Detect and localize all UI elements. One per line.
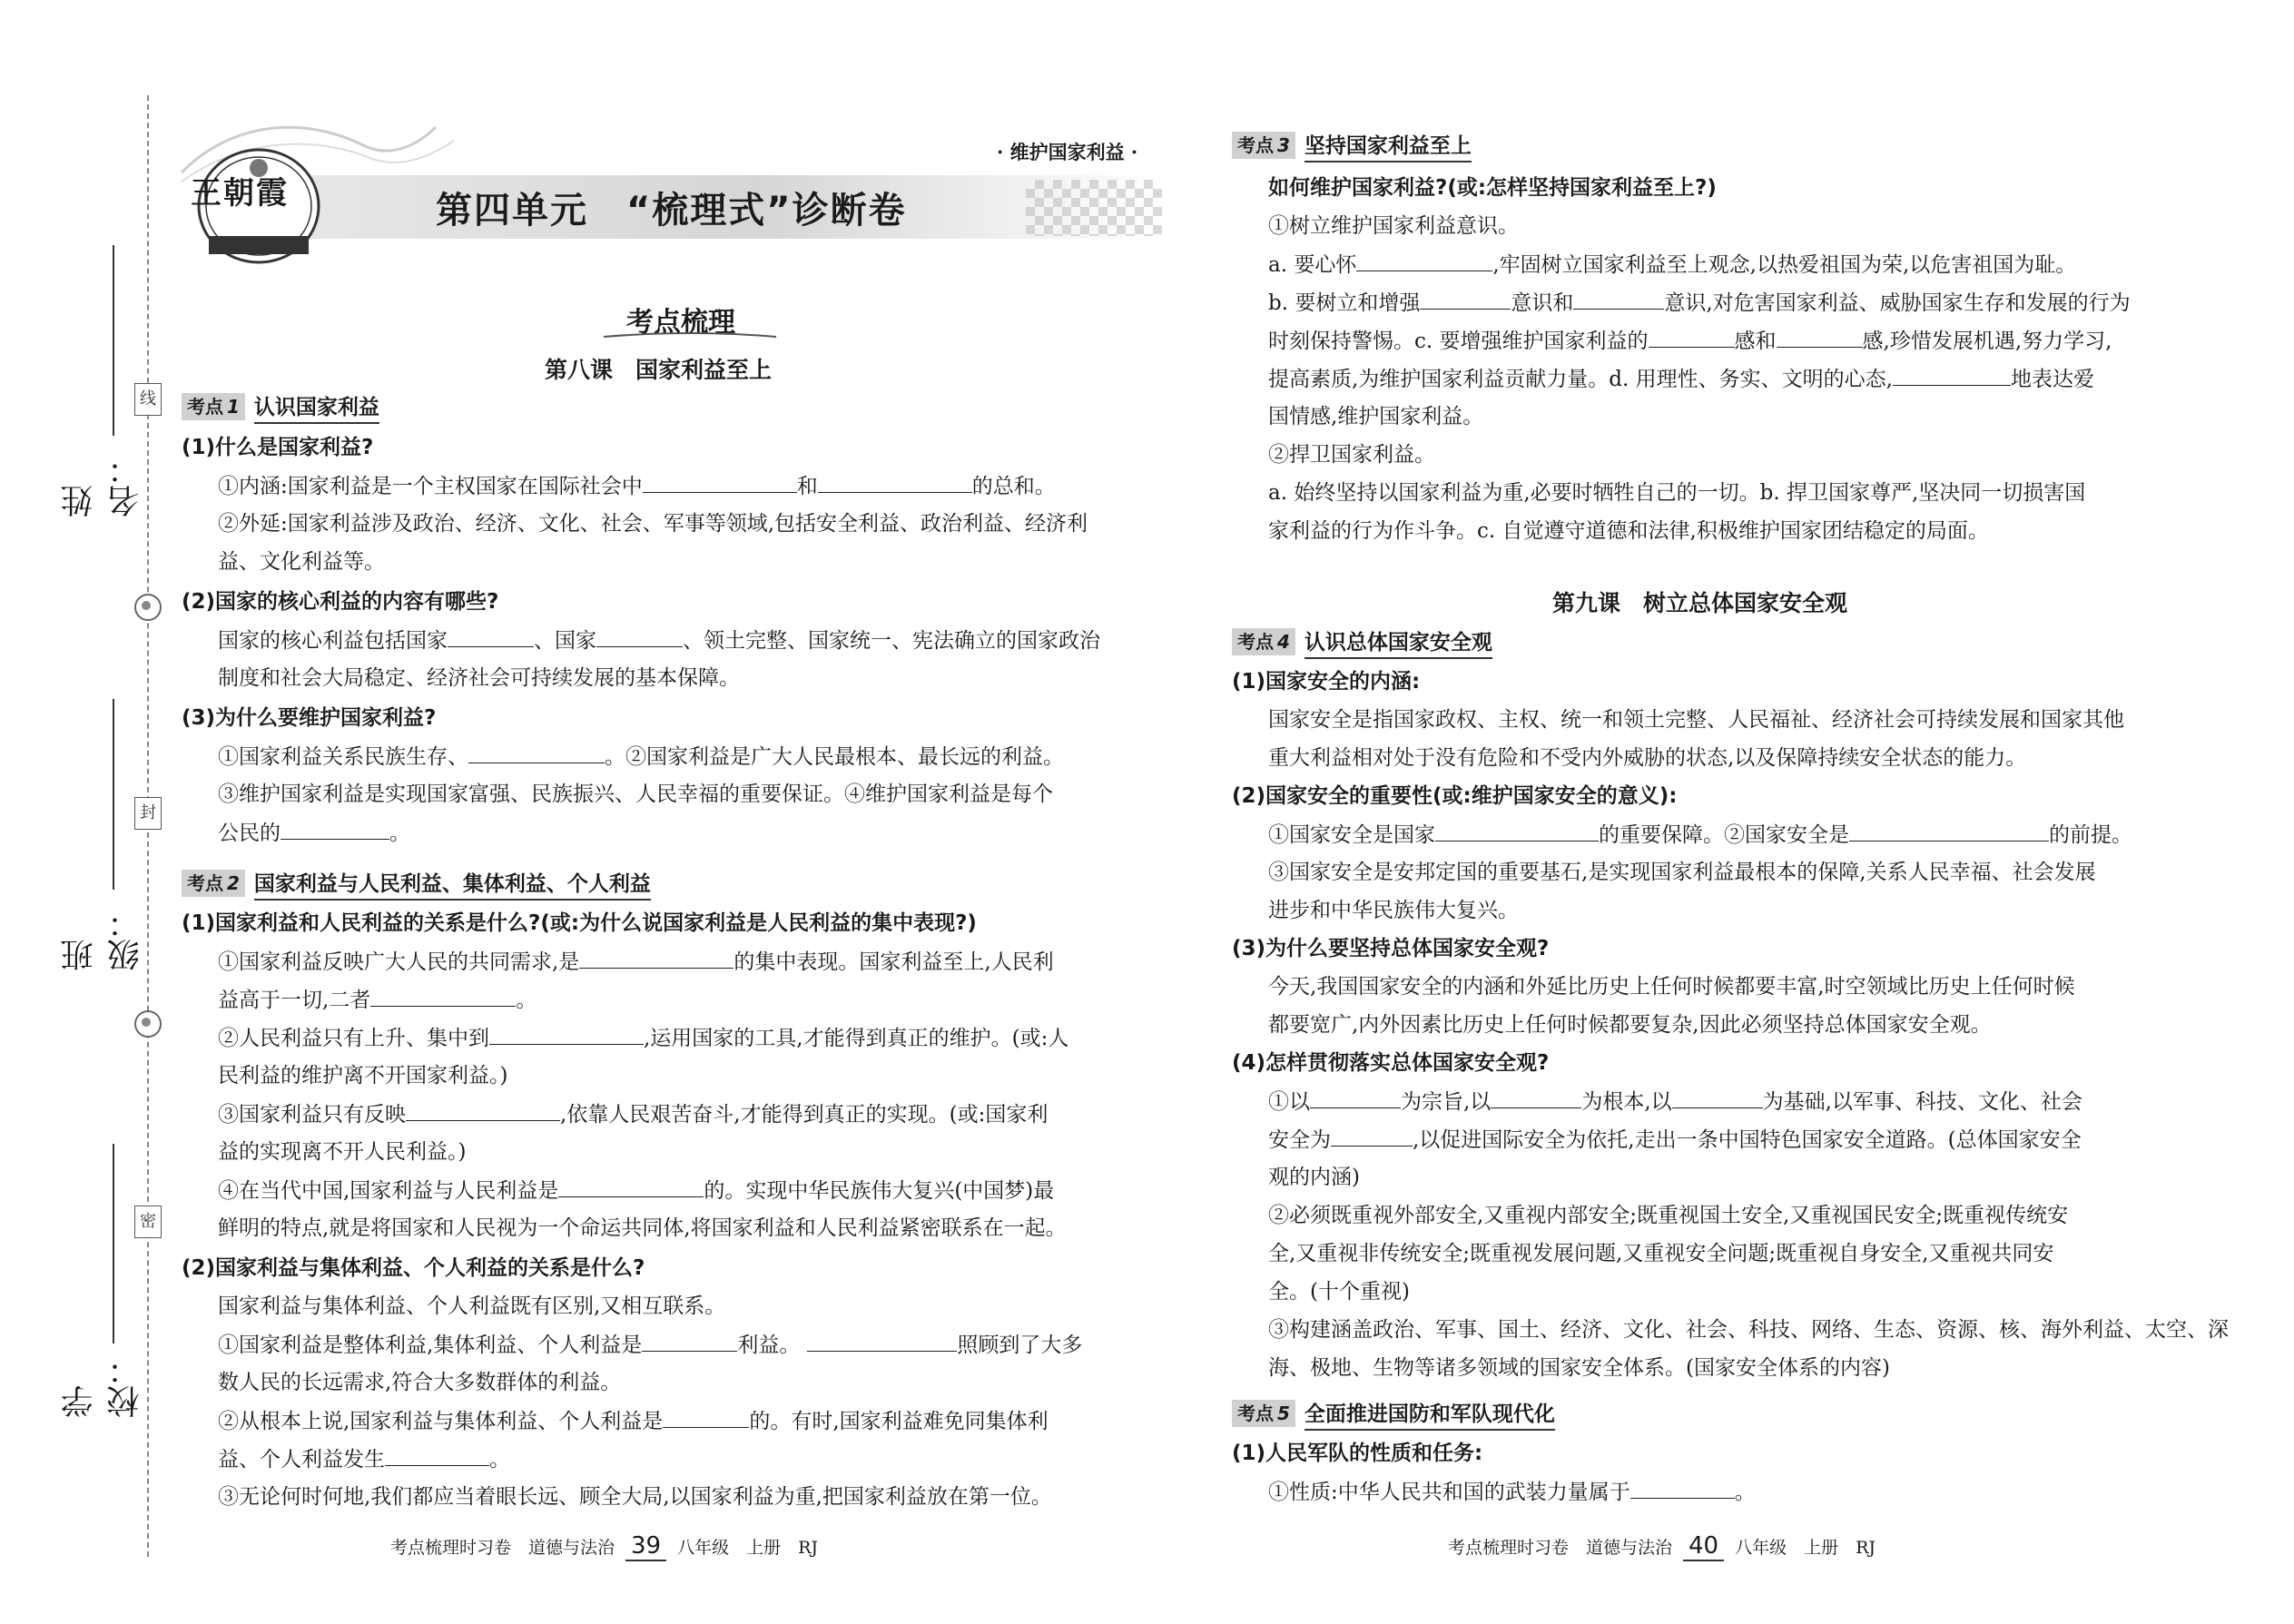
fill-blank[interactable] [642, 1331, 737, 1352]
fill-blank[interactable] [1356, 251, 1492, 271]
text-line: (1)人民军队的性质和任务: [1232, 1442, 1483, 1465]
school-line [113, 1144, 114, 1343]
left-footer [390, 1532, 818, 1561]
seal-char-feng: 封 [134, 797, 162, 830]
class-line [113, 699, 114, 890]
text-line: ②从根本上说,国家利益与集体利益、个人利益是 的。有时,国家利益难免同集体利 [218, 1407, 1049, 1435]
text-line: ③维护国家利益是实现国家富强、民族振兴、人民幸福的重要保证。④维护国家利益是每个 [218, 782, 1053, 806]
text-line: (1)什么是国家利益? [182, 436, 374, 459]
text-line: (2)国家的核心利益的内容有哪些? [182, 590, 499, 614]
fill-blank[interactable] [1893, 365, 2011, 386]
fill-blank[interactable] [1491, 1088, 1581, 1108]
fill-blank[interactable] [1331, 1126, 1413, 1147]
text-line: 国家利益与集体利益、个人利益既有区别,又相互联系。 [218, 1294, 726, 1318]
fill-blank[interactable] [1420, 289, 1511, 310]
fill-blank[interactable] [1310, 1088, 1401, 1108]
text-line: (1)国家利益和人民利益的关系是什么?(或:为什么说国家利益是人民利益的集中表现?) [182, 911, 977, 935]
footer-right-text: 八年级 上册 RJ [1735, 1538, 1876, 1558]
text-line: 进步和中华民族伟大复兴。 [1268, 899, 1519, 922]
name-field [56, 245, 144, 517]
fill-blank[interactable] [1672, 1088, 1763, 1108]
text-line: 国情感,维护国家利益。 [1268, 405, 1484, 428]
text-line: a. 要心怀 ,牢固树立国家利益至上观念,以热爱祖国为荣,以危害祖国为耻。 [1268, 251, 2076, 279]
footer-left-text: 考点梳理时习卷 道德与法治 [390, 1538, 615, 1558]
name-label: 姓名： [61, 452, 144, 517]
kd4-tag: 考点 4 [1232, 628, 1295, 655]
footer-right-text: 八年级 上册 RJ [677, 1538, 819, 1558]
text-line: 今天,我国国家安全的内涵和外延比历史上任何时候都要丰富,时空领域比历史上任何时候 [1268, 975, 2075, 999]
kd4-heading [1232, 626, 1492, 657]
fill-blank[interactable] [1435, 821, 1599, 842]
unit-title: 第四单元 “梳理式”诊断卷 [436, 190, 907, 231]
text-line: ①国家安全是国家 的重要保障。②国家安全是 的前提。 [1268, 821, 2132, 849]
text-line: (3)为什么要坚持总体国家安全观? [1232, 937, 1550, 960]
text-line: 数人民的长远需求,符合大多数群体的利益。 [218, 1371, 622, 1394]
text-line: 全。(十个重视) [1268, 1280, 1410, 1304]
text-line: 鲜明的特点,就是将国家和人民视为一个命运共同体,将国家利益和人民利益紧密联系在一起。 [218, 1216, 1067, 1240]
text-line: 海、极地、生物等诸多领域的国家安全体系。(国家安全体系的内容) [1268, 1356, 1890, 1380]
text-line: 提高素质,为维护国家利益贡献力量。d. 用理性、务实、文明的心态, 地表达爱 [1268, 365, 2094, 393]
fill-blank[interactable] [281, 819, 389, 840]
text-line: 观的内涵) [1268, 1166, 1360, 1189]
fill-blank[interactable] [1573, 289, 1664, 310]
fill-blank[interactable] [1849, 821, 2049, 842]
fill-blank[interactable] [818, 472, 972, 493]
text-line: ①以 为宗旨,以 为根本,以 为基础,以军事、科技、文化、社会 [1268, 1088, 2082, 1116]
text-line: 重大利益相对处于没有危险和不受内外威胁的状态,以及保障持续安全状态的能力。 [1268, 746, 2027, 770]
kd2-tag: 考点 2 [182, 870, 245, 897]
fill-blank[interactable] [489, 1024, 644, 1045]
kd1-heading [182, 391, 379, 422]
text-line: 都要宽广,内外因素比历史上任何时候都要复杂,因此必须坚持总体国家安全观。 [1268, 1013, 1992, 1037]
text-line: 益、个人利益发生 。 [218, 1445, 510, 1473]
text-line: 安全为 ,以促进国际安全为依托,走出一条中国特色国家安全道路。(总体国家安全 [1268, 1126, 2082, 1154]
text-line: 制度和社会大局稳定、经济社会可持续发展的基本保障。 [218, 666, 740, 690]
text-line: 如何维护国家利益?(或:怎样坚持国家利益至上?) [1268, 176, 1717, 200]
text-line: ①树立维护国家利益意识。 [1268, 214, 1519, 238]
text-line: ④在当代中国,国家利益与人民利益是 的。实现中华民族伟大复兴(中国梦)最 [218, 1176, 1054, 1205]
punch-hole-icon [134, 594, 162, 621]
text-line: 益高于一切,二者 。 [218, 986, 537, 1014]
fill-blank[interactable] [385, 1445, 489, 1466]
fill-blank[interactable] [596, 626, 683, 647]
text-line: ②外延:国家利益涉及政治、经济、文化、社会、军事等领域,包括安全利益、政治利益、经济利 [218, 512, 1088, 536]
text-line: 国家安全是指国家政权、主权、统一和领土完整、人民福祉、经济社会可持续发展和国家其他 [1268, 708, 2124, 732]
fill-blank[interactable] [448, 626, 534, 647]
text-line: a. 始终坚持以国家利益为重,必要时牺牲自己的一切。b. 捍卫国家尊严,坚决同一切损害国 [1268, 481, 2086, 505]
text-line: ①性质:中华人民共和国的武装力量属于 。 [1268, 1478, 1756, 1506]
text-line: ①内涵:国家利益是一个主权国家在国际社会中 和 的总和。 [218, 472, 1056, 500]
school-label: 学校： [61, 1353, 144, 1418]
text-line: ①国家利益反映广大人民的共同需求,是 的集中表现。国家利益至上,人民利 [218, 948, 1054, 976]
fill-blank[interactable] [643, 472, 797, 493]
text-line: (2)国家利益与集体利益、个人利益的关系是什么? [182, 1256, 645, 1280]
lesson8-title: 第八课 国家利益至上 [545, 357, 773, 383]
kd2-title: 国家利益与人民利益、集体利益、个人利益 [254, 867, 651, 901]
fill-blank[interactable] [1630, 1478, 1735, 1499]
text-line: ②捍卫国家利益。 [1268, 443, 1435, 467]
kd3-title: 坚持国家利益至上 [1305, 129, 1472, 162]
banner-pattern [1026, 180, 1162, 236]
fill-blank[interactable] [370, 986, 516, 1007]
text-line: ②人民利益只有上升、集中到 ,运用国家的工具,才能得到真正的维护。(或:人 [218, 1024, 1068, 1052]
text-line: ②必须既重视外部安全,又重视内部安全;既重视国土安全,又重视国民安全;既重视传统安 [1268, 1204, 2069, 1227]
name-line [113, 245, 114, 436]
title-underline-icon [599, 331, 781, 342]
text-line: ①国家利益是整体利益,集体利益、个人利益是 利益。 照顾到了大多 [218, 1331, 1082, 1359]
school-field [56, 1144, 144, 1418]
text-line: 公民的 。 [218, 819, 410, 847]
footer-left-text: 考点梳理时习卷 道德与法治 [1448, 1538, 1673, 1558]
class-label: 班级： [61, 906, 144, 971]
kd1-tag: 考点 1 [182, 393, 245, 420]
kd5-tag: 考点 5 [1232, 1400, 1295, 1427]
text-line: ①国家利益关系民族生存、 。②国家利益是广大人民最根本、最长远的利益。 [218, 743, 1064, 771]
fill-blank[interactable] [558, 1176, 704, 1197]
section-title: 考点梳理 [626, 307, 735, 339]
text-line: (3)为什么要维护国家利益? [182, 706, 437, 730]
kd5-title: 全面推进国防和军队现代化 [1305, 1397, 1555, 1431]
logo-text: 王朝霞 [191, 175, 289, 212]
kd4-title: 认识总体国家安全观 [1305, 625, 1492, 659]
kd3-heading [1232, 130, 1472, 161]
fill-blank[interactable] [468, 743, 605, 763]
fill-blank[interactable] [1777, 327, 1863, 348]
seal-char-mi: 密 [134, 1206, 162, 1238]
text-line: b. 要树立和增强 意识和 意识,对危害国家利益、威胁国家生存和发展的行为 [1268, 289, 2131, 317]
kd5-heading [1232, 1398, 1555, 1429]
class-field [56, 699, 144, 971]
fill-blank[interactable] [1649, 327, 1735, 348]
top-tag: · 维护国家利益 · [997, 141, 1138, 163]
text-line: 益、文化利益等。 [218, 550, 385, 574]
fill-blank[interactable] [663, 1407, 749, 1428]
text-line: ③国家利益只有反映 ,依靠人民艰苦奋斗,才能得到真正的实现。(或:国家利 [218, 1100, 1048, 1128]
seal-char-xian: 线 [134, 383, 162, 416]
text-line: 时刻保持警惕。c. 要增强维护国家利益的 感和 感,珍惜发展机遇,努力学习, [1268, 327, 2112, 355]
text-line: 国家的核心利益包括国家 、国家 、领土完整、国家统一、宪法确立的国家政治 [218, 626, 1100, 655]
fill-blank[interactable] [579, 948, 733, 969]
fill-blank[interactable] [807, 1331, 957, 1352]
text-line: 家利益的行为作斗争。c. 自觉遵守道德和法律,积极维护国家团结稳定的局面。 [1268, 519, 1989, 543]
text-line: ③无论何时何地,我们都应当着眼长远、顾全大局,以国家利益为重,把国家利益放在第一位。 [218, 1485, 1052, 1509]
text-line: (1)国家安全的内涵: [1232, 670, 1421, 694]
kd1-title: 认识国家利益 [254, 390, 379, 424]
page-number: 40 [1683, 1532, 1724, 1561]
kd3-tag: 考点 3 [1232, 132, 1295, 159]
right-footer [1448, 1532, 1876, 1561]
page-number: 39 [625, 1532, 666, 1561]
text-line: 民利益的维护离不开国家利益。) [218, 1064, 508, 1088]
text-line: ③国家安全是安邦定国的重要基石,是实现国家利益最根本的保障,关系人民幸福、社会发展 [1268, 861, 2096, 884]
text-line: (4)怎样贯彻落实总体国家安全观? [1232, 1051, 1550, 1075]
text-line: ③构建涵盖政治、军事、国土、经济、文化、社会、科技、网络、生态、资源、核、海外利益、太空、深 [1268, 1318, 2229, 1342]
text-line: (2)国家安全的重要性(或:维护国家安全的意义): [1232, 784, 1678, 808]
lesson9-title: 第九课 树立总体国家安全观 [1552, 590, 1848, 616]
text-line: 益的实现离不开人民利益。) [218, 1140, 467, 1164]
text-line: 全,又重视非传统安全;既重视发展问题,又重视安全问题;既重视自身安全,又重视共同安 [1268, 1242, 2054, 1265]
kd2-heading [182, 868, 651, 899]
punch-hole-icon [134, 1010, 162, 1038]
fill-blank[interactable] [406, 1100, 560, 1121]
